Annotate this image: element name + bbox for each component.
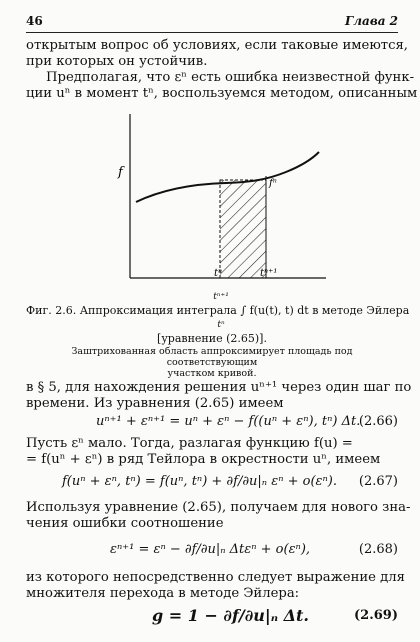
running-header <box>26 14 398 30</box>
text-line: множителя перехода в методе Эйлера: <box>26 586 300 601</box>
euler-figure <box>26 106 398 286</box>
text-line: = f(uⁿ + εⁿ) в ряд Тейлора в окрестности uⁿ, имеем <box>26 452 381 467</box>
figure-caption <box>26 290 410 379</box>
curve-label-fn: fⁿ <box>269 178 277 189</box>
intro-paragraph <box>26 38 418 102</box>
equation-number: (2.68) <box>358 542 398 557</box>
equation-text: f(uⁿ + εⁿ, tⁿ) = f(uⁿ, tⁿ) + ∂f/∂u|ₙ εⁿ + o(εⁿ). <box>62 474 337 489</box>
body-paragraph-3 <box>26 500 411 532</box>
equation-2-67 <box>26 470 398 496</box>
text-line: в § 5, для нахождения решения uⁿ⁺¹ через один шаг по <box>26 380 412 395</box>
text-line: чения ошибки соотношение <box>26 516 224 531</box>
equation-number: (2.69) <box>354 608 398 623</box>
caption-main: Фиг. 2.6. Аппроксимация интеграла ∫ f(u(t), t) dt в методе Эйлера <box>26 304 410 317</box>
header-rule <box>26 32 398 33</box>
text-line: времени. Из уравнения (2.65) имеем <box>26 396 284 411</box>
equation-number: (2.66) <box>358 414 398 429</box>
text-line: Предполагая, что εⁿ есть ошибка неизвестной функ- <box>46 70 415 85</box>
equation-2-69 <box>26 604 398 630</box>
chapter-title: Глава 2 <box>344 14 398 28</box>
equation-text: εⁿ⁺¹ = εⁿ − ∂f/∂u|ₙ Δtεⁿ + o(εⁿ), <box>110 542 311 557</box>
body-paragraph-1 <box>26 380 412 412</box>
equation-text: g = 1 − ∂f/∂u|ₙ Δt. <box>152 606 309 625</box>
text-line: Используя уравнение (2.65), получаем для нового зна- <box>26 500 411 515</box>
text-line: открытым вопрос об условиях, если таковые имеются, <box>26 38 408 53</box>
integral-upper-limit: tⁿ⁺¹ <box>213 292 229 302</box>
equation-number: (2.67) <box>358 474 398 489</box>
equation-text: uⁿ⁺¹ + εⁿ⁺¹ = uⁿ + εⁿ − f((uⁿ + εⁿ), tⁿ) Δt. <box>96 414 361 429</box>
caption-reference: [уравнение (2.65)]. <box>157 332 267 345</box>
tick-label-tn1: tⁿ⁺¹ <box>260 268 278 279</box>
integral-lower-limit: tⁿ <box>217 320 225 330</box>
text-line: ции uⁿ в момент tⁿ, воспользуемся методом, описанным <box>26 86 418 101</box>
body-paragraph-2 <box>26 436 398 468</box>
caption-note: Заштрихованная область аппроксимирует площадь под соответствующим <box>71 346 353 368</box>
figure-2-6 <box>26 106 398 286</box>
text-line: при которых он устойчив. <box>26 54 208 69</box>
tick-label-tn: tⁿ <box>214 268 223 279</box>
page-number: 46 <box>26 14 43 28</box>
equation-2-66 <box>26 410 398 436</box>
equation-2-68 <box>26 538 398 564</box>
text-line: из которого непосредственно следует выражение для <box>26 570 405 585</box>
axis-label-f: f <box>118 165 123 180</box>
hatched-area <box>220 180 266 278</box>
caption-note: участком кривой. <box>167 368 257 379</box>
text-line: Пусть εⁿ мало. Тогда, разлагая функцию f(u) = <box>26 436 353 451</box>
body-paragraph-4 <box>26 570 405 602</box>
